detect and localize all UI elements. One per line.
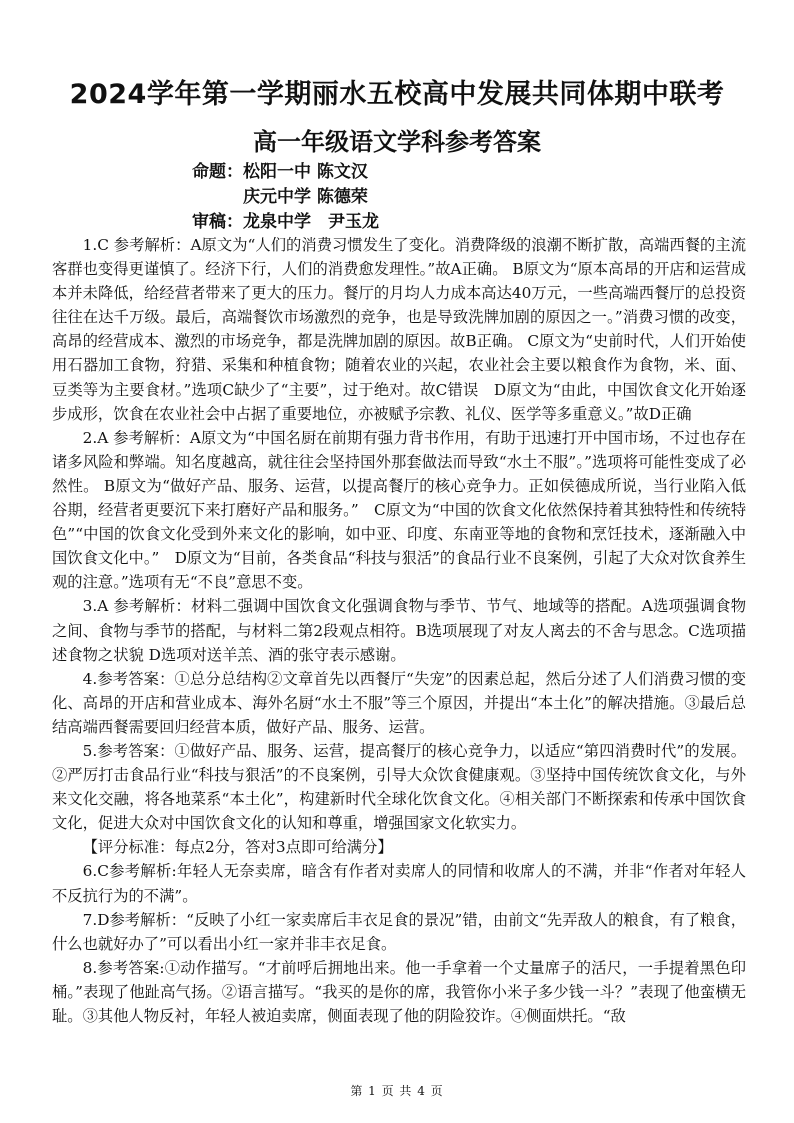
- proposer-name-1: 松阳一中 陈文汉: [243, 162, 368, 182]
- page-number: 第 1 页 共 4 页: [350, 1084, 444, 1098]
- answer-item-7: 7.D参考解析：“反映了小红一家卖席后丰衣足食的景况”错，由前文“先弄敌人的粮食，有了粮食，什么也就好办了”可以看出小红一家并非丰衣足食。: [52, 910, 746, 953]
- answer-item-8: 8.参考答案:①动作描写。“才前呼后拥地出来。他一手拿着一个丈量席子的活尺，一手提着黑色印桶。”表现了他趾高气扬。②语言描写。“我买的是你的席，我管你小米子多少钱一斗？”表现了他蛮横无耻。③其他人物反衬，年轻人被迫卖席，侧面表现了他的阴险狡诈。④侧面烘托。“敌: [52, 958, 746, 1025]
- reviewer-row: [192, 210, 379, 235]
- answer-item-4: 4.参考答案：①总分总结构②文章首先以西餐厅“失宠”的因素总起，然后分述了人们消费习惯的变化、高昂的开店和营业成本、海外名厨“水土不服”等三个原因，并提出“本土化”的解决措施。③最后总结高端西餐需要回归经营本质，做好产品、服务、运营。: [52, 669, 746, 736]
- answer-body: [52, 233, 746, 1028]
- scoring-note: 【评分标准：每点2分，答对3点即可给满分】: [82, 838, 393, 857]
- answer-key-subtitle: 高一年级语文学科参考答案: [253, 128, 541, 156]
- proposer-label: 命题：: [192, 162, 243, 182]
- proposer-row-2: [192, 185, 379, 210]
- reviewer-label: 审稿：: [192, 212, 243, 232]
- answer-item-1: 1.C 参考解析：A原文为“人们的消费习惯发生了变化。消费降级的浪潮不断扩散，高端西餐的主流客群也变得更谨慎了。经济下行，人们的消费愈发理性。”故A正确。 B原文为“原本高昂的开店和运营成本并未降低，给经营者带来了更大的压力。餐厅的月均人力成本高达40万元，一些高端西餐厅的总投资往往在达千万级。最后，高端餐饮市场激烈的竞争，也是导致洗牌加剧的原因之一。”消费习惯的改变，高昂的经营成本、激烈的市场竞争，都是洗牌加剧的原因。故B正确。 C原文为“史前时代，人们开始使用石器加工食物，狩猎、采集和种植食物；随着农业的兴起，农业社会主要以粮食作为食物，米、面、豆类等为主要食材。”选项C缺少了“主要”，过于绝对。故C错误 D原文为“由此，中国饮食文化开始逐步成形，饮食在农业社会中占据了重要地位，亦被赋予宗教、礼仪、医学等多重意义。”故D正确: [52, 236, 746, 423]
- answer-item-6: 6.C参考解析:年轻人无奈卖席，暗含有作者对卖席人的同情和收席人的不满，并非“作者对年轻人不反抗行为的不满”。: [52, 862, 746, 905]
- proposer-row-1: [192, 160, 379, 185]
- answer-item-3: 3.A 参考解析：材料二强调中国饮食文化强调食物与季节、节气、地域等的搭配。A选项强调食物之间、食物与季节的搭配，与材料二第2段观点相符。B选项展现了对友人离去的不舍与思念。C选项描述食物之状貌 D选项对送羊羔、酒的张守表示感谢。: [52, 597, 746, 664]
- author-block: [192, 160, 379, 235]
- answer-item-2: 2.A 参考解析：A原文为“中国名厨在前期有强力背书作用，有助于迅速打开中国市场，不过也存在诸多风险和弊端。知名度越高，就往往会坚持国外那套做法而导致“水土不服”。”选项将可能性变成了必然性。 B原文为“做好产品、服务、运营，以提高餐厅的核心竞争力。正如侯德成所说，当行业陷入低谷期，经营者更要沉下来打磨好产品和服务。” C原文为“中国的饮食文化依然保持着其独特性和传统特色”“中国的饮食文化受到外来文化的影响，如中亚、印度、东南亚等地的食物和烹饪技术，逐渐融入中国饮食文化中。” D原文为“目前，各类食品“科技与狠活”的食品行业不良案例，引起了大众对饮食养生观的注意。”选项有无“不良”意思不变。: [52, 428, 746, 592]
- proposer-name-2: 庆元中学 陈德荣: [243, 187, 368, 207]
- exam-title: 2024学年第一学期丽水五校高中发展共同体期中联考: [69, 79, 725, 110]
- reviewer-name: 龙泉中学 尹玉龙: [243, 212, 379, 232]
- answer-item-5: 5.参考答案：①做好产品、服务、运营，提高餐厅的核心竞争力，以适应“第四消费时代”的发展。②严厉打击食品行业“科技与狠活”的不良案例，引导大众饮食健康观。③坚持中国传统饮食文化，与外来文化交融，将各地菜系“本土化”，构建新时代全球化饮食文化。④相关部门不断探索和传承中国饮食文化，促进大众对中国饮食文化的认知和尊重，增强国家文化软实力。: [52, 741, 746, 833]
